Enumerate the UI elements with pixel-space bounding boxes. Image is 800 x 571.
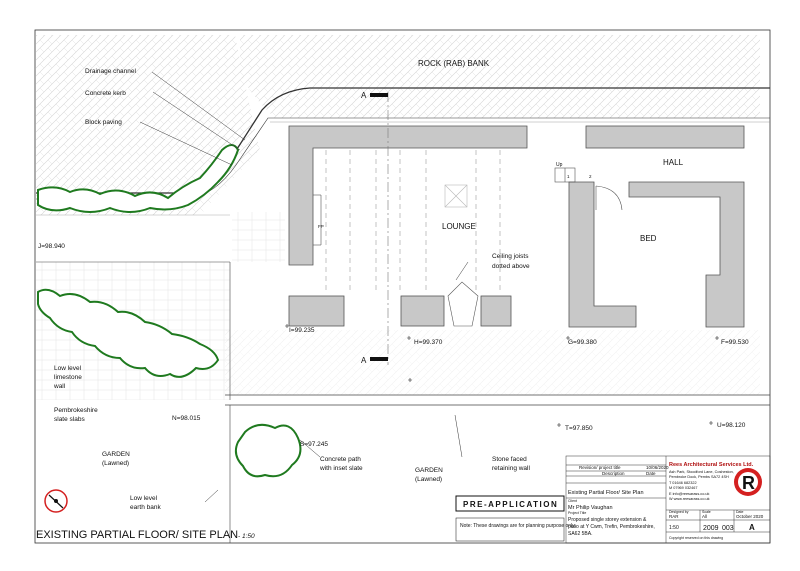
up-label: Up (556, 162, 563, 168)
drawing-title: EXISTING PARTIAL FLOOR/ SITE PLAN (36, 529, 239, 541)
level-i: I=99.235 (289, 327, 315, 334)
section-a-top: A (361, 91, 367, 100)
tb-rev-header: Revision/ project title (579, 465, 621, 470)
retaining-label-2: retaining wall (492, 465, 530, 472)
block-paving-label: Block paving (85, 119, 122, 126)
ceiling-joists-label-1: Ceiling joists (492, 253, 529, 260)
tb-phone-2: M 07969 032467 (669, 486, 698, 490)
level-f: F=99.530 (721, 339, 749, 346)
tb-firm: Rees Architectural Services Ltd. (669, 462, 754, 468)
north-arrow-icon (45, 490, 67, 512)
level-s: S=97.245 (300, 441, 329, 448)
tb-date-value: October 2020 (736, 514, 764, 519)
low-level-wall-label-1: Low level (54, 365, 82, 372)
level-g: G=99.380 (568, 339, 597, 346)
tb-project-1: Proposed single storey extension & (568, 517, 647, 523)
tb-revision: A (749, 523, 755, 532)
hall-label: HALL (663, 158, 684, 167)
tb-client-label: Client (568, 499, 577, 503)
tb-date: Date (646, 471, 656, 476)
earth-bank-label-2: earth bank (130, 504, 161, 511)
tb-rev-date: 10/06/2020 (646, 465, 669, 470)
garden-left-label-2: (Lawned) (102, 460, 130, 467)
tb-web: W www.reesarass.co.uk (669, 497, 710, 501)
note-box (456, 518, 564, 541)
section-a-bottom: A (361, 356, 367, 365)
tb-job: 2009 (703, 525, 719, 532)
tb-copyright: Copyright reserved on this drawing (669, 536, 724, 540)
path-label-2: with inset slate (320, 465, 363, 472)
ceiling-joists-label-2: dotted above (492, 263, 530, 270)
tb-number: 003 (722, 525, 734, 532)
stair-1-label: 1 (567, 174, 570, 179)
tb-address-2: Pembroke Dock, Pembs SA72 4SH (669, 475, 729, 479)
lounge-label: LOUNGE (442, 222, 476, 231)
lounge-north-wall (289, 126, 527, 265)
low-level-wall-label-3: wall (54, 383, 66, 390)
tb-project-label: Project Title (568, 511, 587, 515)
tb-scale-value: All (702, 514, 708, 519)
kerb-label: Concrete kerb (85, 90, 126, 97)
level-j: J=98.940 (38, 243, 65, 250)
slate-label-2: slate slabs (54, 416, 85, 423)
tb-address-1: Ash Park, Stoodford Lane, Cosheston, (669, 470, 734, 474)
logo-letter: R (742, 473, 755, 493)
garden-mid-label-2: (Lawned) (415, 476, 443, 483)
hall-north-wall (586, 126, 744, 148)
tb-client: Mr Philip Vaughan (568, 505, 613, 511)
path-label-1: Concrete path (320, 456, 361, 463)
tb-description: Description (602, 471, 625, 476)
bed-label: BED (640, 234, 657, 243)
company-logo (734, 468, 762, 496)
tb-scale-label: Scale (702, 510, 711, 514)
tb-designed: RAR (669, 514, 679, 519)
garden-left-label-1: GARDEN (102, 451, 130, 458)
shrub-garden (236, 425, 301, 477)
tb-phone-1: T 01646 682322 (669, 481, 697, 485)
tb-drawing-title: Existing Partial Floor/ Site Plan (568, 490, 644, 496)
tb-date-label: Date (736, 510, 744, 514)
lounge-south-wall-2 (401, 296, 444, 326)
stair-2-label: 2 (589, 174, 592, 179)
level-t: T=97.850 (565, 425, 593, 432)
lounge-south-wall-3 (481, 296, 511, 326)
roof-hatch (445, 185, 467, 207)
earth-bank-label-1: Low level (130, 495, 158, 502)
note-line: Note: These drawings are for planning purpose only. (460, 523, 576, 529)
drainage-label: Drainage channel (85, 68, 136, 75)
rock-bank-label: ROCK (RAB) BANK (418, 59, 490, 68)
garden-mid-label-1: GARDEN (415, 467, 443, 474)
level-h: H=99.370 (414, 339, 443, 346)
bed-west-wall (569, 182, 636, 327)
building-walls (289, 126, 744, 327)
tb-project-3: SA62 5BA. (568, 531, 593, 537)
fp-label: FP (318, 224, 324, 229)
slate-label-1: Pembrokeshire (54, 407, 98, 414)
bed-east-wall (629, 182, 744, 327)
retaining-label-1: Stone faced (492, 456, 527, 463)
tb-email: E info@reesarass.co.uk (669, 492, 710, 496)
drawing-scale: - 1:50 (238, 533, 255, 540)
level-u: U=98.120 (717, 422, 746, 429)
pre-application-label: PRE-APPLICATION (463, 500, 559, 509)
tb-designed-label: Designed by (669, 510, 689, 514)
lounge-south-wall-1 (289, 296, 344, 326)
tb-ref: 1:50 (669, 525, 679, 531)
tb-project-2: patio at Y Cwm, Trefin, Pembrokeshire, (568, 524, 655, 530)
low-level-wall-label-2: limestone (54, 374, 82, 381)
note-text (460, 523, 576, 529)
level-n: N=98.015 (172, 415, 201, 422)
